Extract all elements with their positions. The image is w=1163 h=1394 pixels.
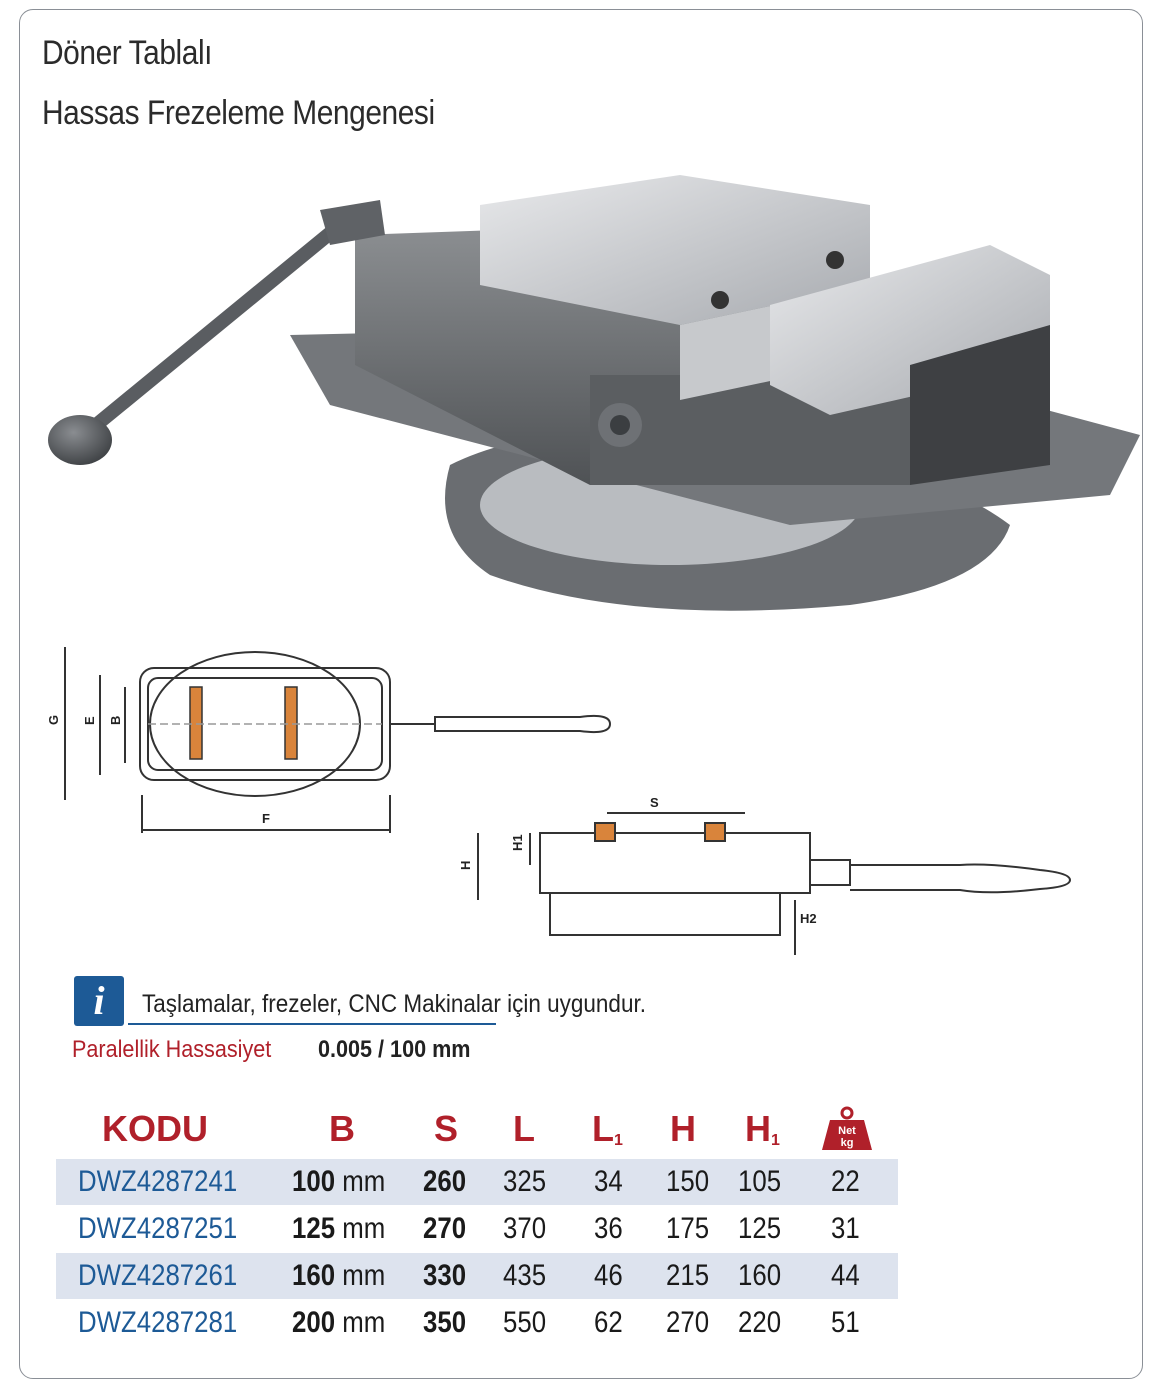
- cell-l1: 36: [594, 1212, 623, 1245]
- precision-value: 0.005 / 100 mm: [318, 1036, 471, 1063]
- header-h1: $H_1$: [745, 1108, 780, 1149]
- svg-text:kg: kg: [840, 1137, 854, 1149]
- cell-h: 215: [666, 1259, 710, 1292]
- cell-h1: 220: [738, 1306, 782, 1339]
- cell-code: DWZ4287261: [78, 1259, 238, 1292]
- cell-h: 150: [666, 1165, 710, 1198]
- cell-l1: 62: [594, 1306, 623, 1339]
- cell-l: 325: [503, 1165, 547, 1198]
- cell-l: 435: [503, 1259, 547, 1292]
- dim-label-h1: H1: [510, 834, 525, 851]
- cell-kg: 51: [831, 1306, 860, 1339]
- cell-l: 370: [503, 1212, 547, 1245]
- cell-kg: 31: [831, 1212, 860, 1245]
- svg-text:Net: Net: [838, 1125, 856, 1137]
- precision-label: Paralellik Hassasiyet: [72, 1036, 272, 1063]
- header-l1: $L_1$: [592, 1108, 623, 1149]
- cell-s: 260: [423, 1165, 467, 1198]
- info-icon: i: [74, 976, 124, 1026]
- cell-h1: 160: [738, 1259, 782, 1292]
- side-view-drawing: [440, 785, 1100, 965]
- cell-h1: 105: [738, 1165, 782, 1198]
- product-photo: [30, 165, 1145, 625]
- cell-s: 270: [423, 1212, 467, 1245]
- cell-code: DWZ4287241: [78, 1165, 238, 1198]
- cell-l: 550: [503, 1306, 547, 1339]
- cell-b: 125 mm: [292, 1212, 386, 1245]
- cell-b: 200 mm: [292, 1306, 386, 1339]
- cell-b: 160 mm: [292, 1259, 386, 1292]
- header-b: B: [329, 1108, 355, 1149]
- cell-code: DWZ4287281: [78, 1306, 238, 1339]
- cell-h: 270: [666, 1306, 710, 1339]
- dim-label-e: E: [82, 716, 97, 725]
- cell-h: 175: [666, 1212, 710, 1245]
- cell-s: 330: [423, 1259, 467, 1292]
- dim-label-f: F: [262, 811, 270, 826]
- cell-s: 350: [423, 1306, 467, 1339]
- cell-code: DWZ4287251: [78, 1212, 238, 1245]
- dim-label-g: G: [46, 714, 61, 725]
- dim-label-b: B: [108, 715, 123, 725]
- header-l: L: [513, 1108, 535, 1149]
- header-h: H: [670, 1108, 696, 1149]
- title-line-2: Hassas Frezeleme Mengenesi: [42, 94, 435, 132]
- cell-l1: 46: [594, 1259, 623, 1292]
- cell-l1: 34: [594, 1165, 623, 1198]
- dim-label-h2: H2: [800, 911, 817, 926]
- info-underline: [128, 1023, 496, 1025]
- info-text: Taşlamalar, frezeler, CNC Makinalar için uygundur.: [142, 990, 646, 1018]
- cell-b: 100 mm: [292, 1165, 386, 1198]
- header-code: KODU: [102, 1108, 208, 1149]
- header-s: S: [434, 1108, 459, 1149]
- cell-h1: 125: [738, 1212, 782, 1245]
- net-weight-icon: [820, 1106, 874, 1152]
- dim-label-s: S: [650, 795, 659, 810]
- title-line-1: Döner Tablalı: [42, 34, 213, 72]
- cell-kg: 22: [831, 1165, 860, 1198]
- cell-kg: 44: [831, 1259, 860, 1292]
- dim-label-h: H: [458, 860, 473, 870]
